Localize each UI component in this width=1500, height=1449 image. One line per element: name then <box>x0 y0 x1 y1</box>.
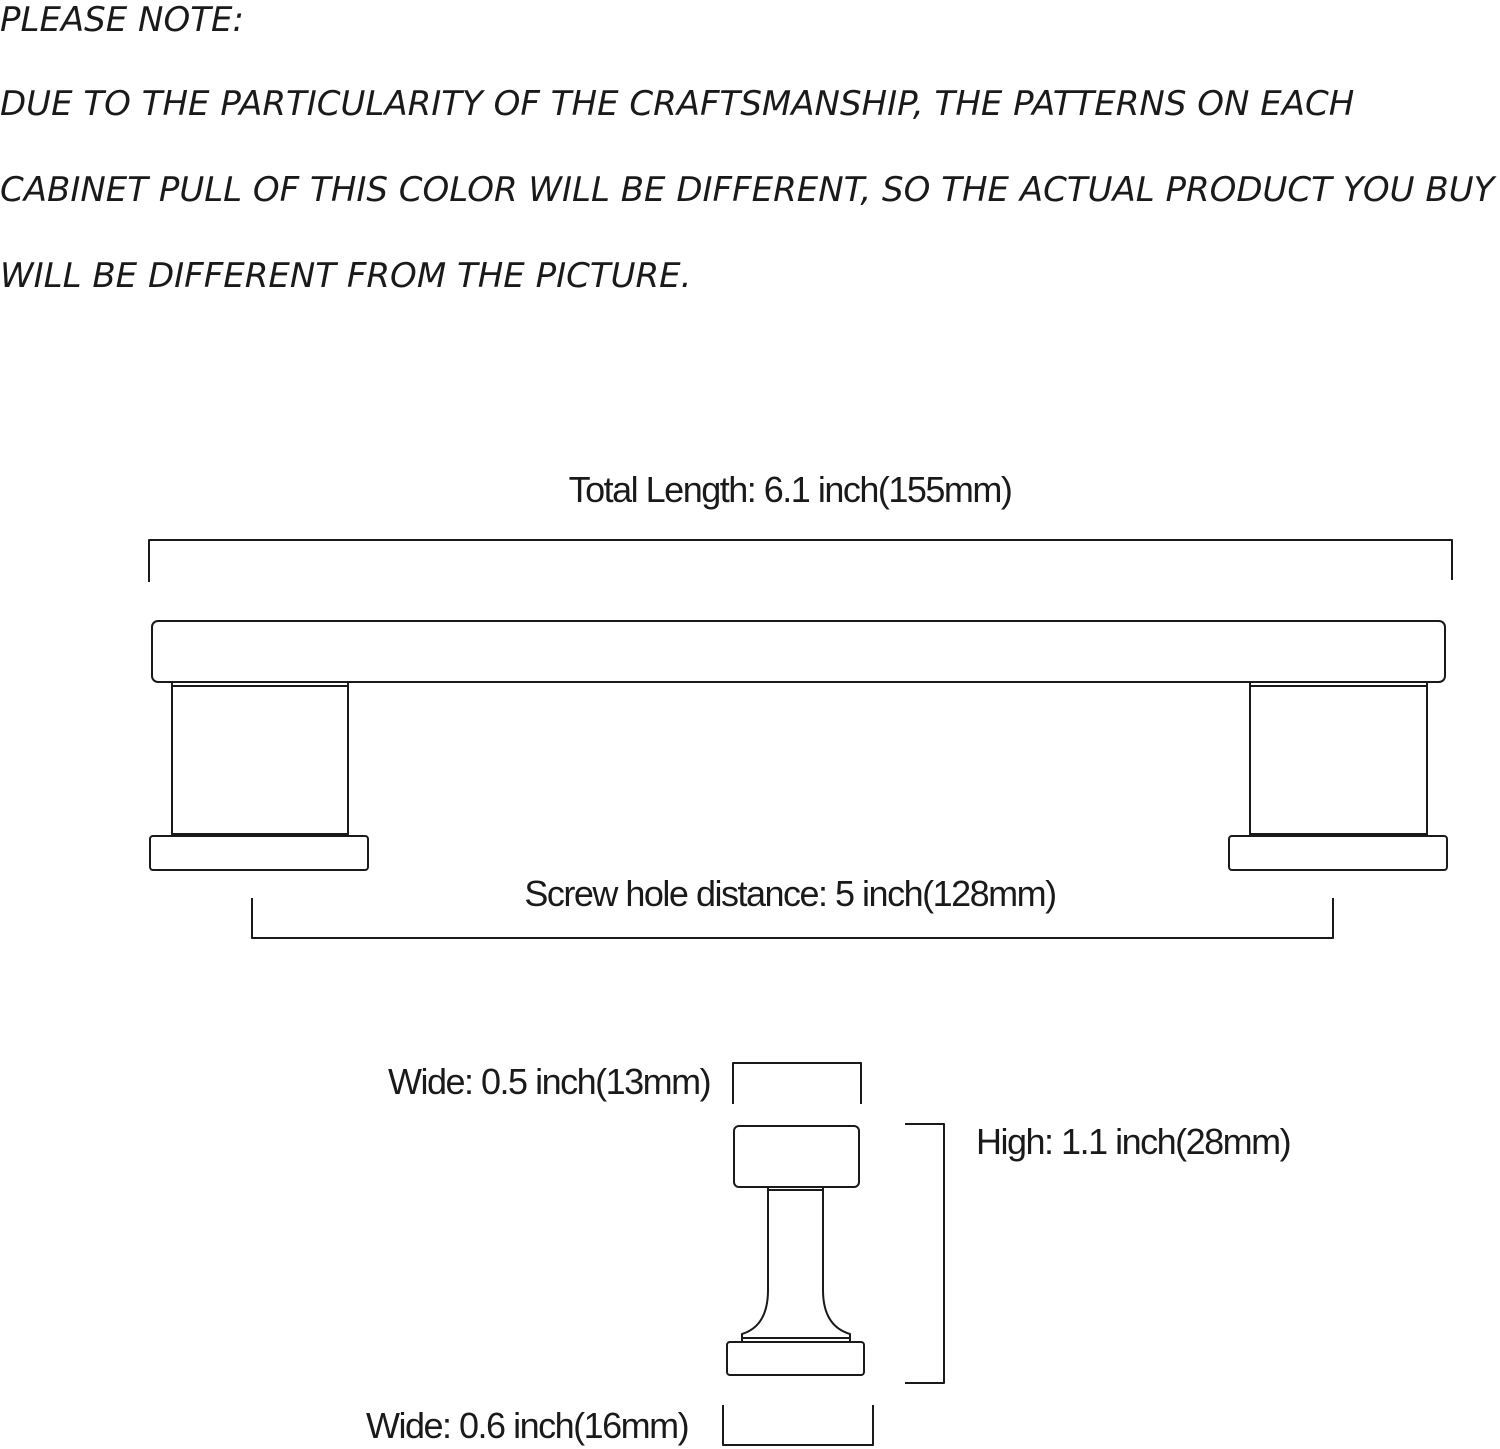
left-post <box>150 682 368 870</box>
note-line-2: CABINET PULL OF THIS COLOR WILL BE DIFFERENT, SO THE ACTUAL PRODUCT YOU BUY <box>0 170 1495 210</box>
top-width-bracket <box>733 1063 861 1104</box>
top-width-label: Wide: 0.5 inch(13mm) <box>388 1061 711 1102</box>
total-length-bracket <box>149 540 1452 582</box>
screw-hole-bracket <box>252 898 1333 938</box>
right-base <box>1229 836 1447 870</box>
right-post <box>1229 682 1447 870</box>
handle-bar <box>152 621 1445 682</box>
side-view-cap <box>734 1126 859 1187</box>
base-width-bracket <box>723 1405 873 1445</box>
total-length-label: Total Length: 6.1 inch(155mm) <box>568 469 1012 510</box>
note-line-1: DUE TO THE PARTICULARITY OF THE CRAFTSMANSHIP, THE PATTERNS ON EACH <box>0 84 1355 124</box>
height-label: High: 1.1 inch(28mm) <box>976 1121 1291 1162</box>
screw-hole-distance-label: Screw hole distance: 5 inch(128mm) <box>524 873 1056 914</box>
side-view-stem-left <box>742 1190 768 1342</box>
base-width-label: Wide: 0.6 inch(16mm) <box>366 1405 689 1446</box>
left-base <box>150 836 368 870</box>
note-line-3: WILL BE DIFFERENT FROM THE PICTURE. <box>0 256 692 296</box>
height-bracket <box>905 1124 944 1383</box>
side-view-base <box>727 1342 864 1375</box>
side-view-stem-right <box>823 1190 850 1342</box>
note-title: PLEASE NOTE: <box>0 0 244 40</box>
